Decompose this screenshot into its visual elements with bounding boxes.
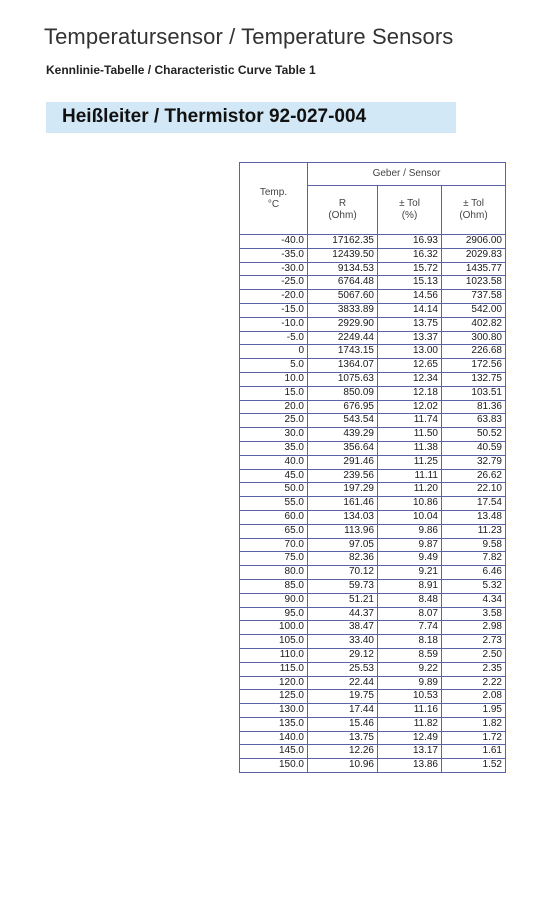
table-row — [240, 524, 506, 538]
resistance-header-unit: (Ohm) — [328, 210, 357, 221]
tol-ohm-cell: 737.58 — [442, 290, 506, 304]
resistance-cell: 12439.50 — [308, 248, 378, 262]
temp-cell: 55.0 — [240, 497, 308, 511]
tol-ohm-cell: 13.48 — [442, 510, 506, 524]
resistance-cell: 97.05 — [308, 538, 378, 552]
tol-ohm-cell: 7.82 — [442, 552, 506, 566]
tol-ohm-cell: 6.46 — [442, 566, 506, 580]
temp-cell: -25.0 — [240, 276, 308, 290]
temp-cell: 135.0 — [240, 717, 308, 731]
resistance-cell: 13.75 — [308, 731, 378, 745]
tol-percent-cell: 16.93 — [378, 235, 442, 249]
tol-percent-cell: 11.16 — [378, 704, 442, 718]
tol-ohm-cell: 132.75 — [442, 372, 506, 386]
resistance-cell: 22.44 — [308, 676, 378, 690]
resistance-header-label: R — [338, 198, 347, 209]
temp-cell: 100.0 — [240, 621, 308, 635]
tol-percent-cell: 13.86 — [378, 759, 442, 773]
table-row — [240, 317, 506, 331]
tol-percent-cell: 11.25 — [378, 455, 442, 469]
tol-ohm-cell: 2906.00 — [442, 235, 506, 249]
tol-percent-cell: 12.18 — [378, 386, 442, 400]
tol-ohm-header-unit: (Ohm) — [459, 210, 488, 221]
tol-percent-cell: 12.65 — [378, 359, 442, 373]
tol-ohm-cell: 11.23 — [442, 524, 506, 538]
resistance-cell: 38.47 — [308, 621, 378, 635]
temp-cell: 40.0 — [240, 455, 308, 469]
tol-ohm-cell: 1.95 — [442, 704, 506, 718]
tol-ohm-cell: 2029.83 — [442, 248, 506, 262]
table-row — [240, 593, 506, 607]
tol-percent-cell: 9.22 — [378, 662, 442, 676]
table-row — [240, 290, 506, 304]
tol-percent-cell: 10.04 — [378, 510, 442, 524]
resistance-cell: 1075.63 — [308, 372, 378, 386]
temp-cell: 5.0 — [240, 359, 308, 373]
product-heading-banner — [46, 102, 456, 133]
tol-ohm-cell: 2.73 — [442, 635, 506, 649]
sensor-group-header: Geber / Sensor — [308, 163, 506, 186]
table-row — [240, 759, 506, 773]
tol-percent-cell: 13.37 — [378, 331, 442, 345]
table-row — [240, 717, 506, 731]
tol-percent-cell: 7.74 — [378, 621, 442, 635]
characteristic-curve-table — [239, 162, 506, 773]
table-row — [240, 731, 506, 745]
resistance-cell: 51.21 — [308, 593, 378, 607]
tol-ohm-cell: 50.52 — [442, 428, 506, 442]
resistance-cell: 113.96 — [308, 524, 378, 538]
tol-ohm-cell: 1.61 — [442, 745, 506, 759]
temp-cell: 150.0 — [240, 759, 308, 773]
table-row — [240, 331, 506, 345]
table-row — [240, 276, 506, 290]
resistance-cell: 70.12 — [308, 566, 378, 580]
table-row — [240, 303, 506, 317]
table-row — [240, 510, 506, 524]
resistance-cell: 44.37 — [308, 607, 378, 621]
temp-cell: 90.0 — [240, 593, 308, 607]
resistance-cell: 10.96 — [308, 759, 378, 773]
resistance-cell: 17.44 — [308, 704, 378, 718]
tol-ohm-cell: 300.80 — [442, 331, 506, 345]
tol-percent-cell: 8.91 — [378, 579, 442, 593]
tol-percent-cell: 11.20 — [378, 483, 442, 497]
tol-ohm-cell: 81.36 — [442, 400, 506, 414]
page-subtitle: Kennlinie-Tabelle / Characteristic Curve Table 1 — [46, 63, 316, 77]
table-row — [240, 359, 506, 373]
tol-percent-cell: 10.53 — [378, 690, 442, 704]
table-row — [240, 745, 506, 759]
resistance-cell: 1743.15 — [308, 345, 378, 359]
table-row — [240, 538, 506, 552]
tol-ohm-cell: 40.59 — [442, 441, 506, 455]
resistance-cell: 1364.07 — [308, 359, 378, 373]
table-row — [240, 400, 506, 414]
resistance-cell: 17162.35 — [308, 235, 378, 249]
tol-ohm-cell: 4.34 — [442, 593, 506, 607]
tol-ohm-header-label: ± Tol — [463, 198, 484, 209]
temp-cell: 35.0 — [240, 441, 308, 455]
temp-cell: 70.0 — [240, 538, 308, 552]
resistance-cell: 82.36 — [308, 552, 378, 566]
table-row — [240, 648, 506, 662]
temp-cell: 45.0 — [240, 469, 308, 483]
resistance-cell: 676.95 — [308, 400, 378, 414]
temp-cell: 0 — [240, 345, 308, 359]
temp-cell: 80.0 — [240, 566, 308, 580]
temp-cell: 140.0 — [240, 731, 308, 745]
tol-ohm-column-header — [442, 186, 506, 235]
tol-percent-cell: 14.14 — [378, 303, 442, 317]
table-row — [240, 386, 506, 400]
tol-ohm-cell: 17.54 — [442, 497, 506, 511]
temp-cell: 25.0 — [240, 414, 308, 428]
temp-cell: 20.0 — [240, 400, 308, 414]
tol-percent-cell: 9.86 — [378, 524, 442, 538]
temp-cell: 110.0 — [240, 648, 308, 662]
tol-ohm-cell: 63.83 — [442, 414, 506, 428]
table-row — [240, 235, 506, 249]
resistance-cell: 239.56 — [308, 469, 378, 483]
resistance-cell: 25.53 — [308, 662, 378, 676]
tol-ohm-cell: 2.98 — [442, 621, 506, 635]
temp-cell: 10.0 — [240, 372, 308, 386]
table-row — [240, 690, 506, 704]
temp-cell: -30.0 — [240, 262, 308, 276]
table-row — [240, 441, 506, 455]
tol-percent-cell: 8.18 — [378, 635, 442, 649]
tol-ohm-cell: 1023.58 — [442, 276, 506, 290]
resistance-column-header — [308, 186, 378, 235]
tol-percent-cell: 12.49 — [378, 731, 442, 745]
table-row — [240, 428, 506, 442]
table-row — [240, 372, 506, 386]
tol-ohm-cell: 402.82 — [442, 317, 506, 331]
resistance-cell: 2929.90 — [308, 317, 378, 331]
tol-ohm-cell: 5.32 — [442, 579, 506, 593]
table-row — [240, 345, 506, 359]
tol-percent-header-label: ± Tol — [399, 198, 420, 209]
product-heading: Heißleiter / Thermistor 92-027-004 — [62, 106, 367, 127]
tol-ohm-cell: 542.00 — [442, 303, 506, 317]
temp-cell: 125.0 — [240, 690, 308, 704]
tol-percent-cell: 14.56 — [378, 290, 442, 304]
resistance-cell: 2249.44 — [308, 331, 378, 345]
tol-ohm-cell: 2.35 — [442, 662, 506, 676]
temp-cell: 145.0 — [240, 745, 308, 759]
resistance-cell: 543.54 — [308, 414, 378, 428]
table-row — [240, 566, 506, 580]
tol-percent-cell: 8.48 — [378, 593, 442, 607]
tol-percent-cell: 12.02 — [378, 400, 442, 414]
tol-percent-cell: 8.59 — [378, 648, 442, 662]
temp-cell: -40.0 — [240, 235, 308, 249]
tol-percent-cell: 11.11 — [378, 469, 442, 483]
temp-cell: 130.0 — [240, 704, 308, 718]
resistance-cell: 33.40 — [308, 635, 378, 649]
tol-percent-header-unit: (%) — [401, 210, 418, 221]
table-row — [240, 676, 506, 690]
resistance-cell: 29.12 — [308, 648, 378, 662]
table-row — [240, 497, 506, 511]
tol-ohm-cell: 172.56 — [442, 359, 506, 373]
tol-ohm-cell: 2.50 — [442, 648, 506, 662]
temp-column-header — [240, 163, 308, 235]
resistance-cell: 439.29 — [308, 428, 378, 442]
tol-ohm-cell: 1.72 — [442, 731, 506, 745]
temp-cell: -15.0 — [240, 303, 308, 317]
tol-percent-cell: 9.89 — [378, 676, 442, 690]
temp-cell: -5.0 — [240, 331, 308, 345]
table-row — [240, 704, 506, 718]
temp-cell: 85.0 — [240, 579, 308, 593]
temp-cell: 95.0 — [240, 607, 308, 621]
tol-percent-cell: 16.32 — [378, 248, 442, 262]
temp-cell: 105.0 — [240, 635, 308, 649]
table-row — [240, 262, 506, 276]
temp-cell: -20.0 — [240, 290, 308, 304]
tol-percent-cell: 11.82 — [378, 717, 442, 731]
resistance-cell: 356.64 — [308, 441, 378, 455]
temp-cell: -35.0 — [240, 248, 308, 262]
table-row — [240, 662, 506, 676]
temp-cell: 120.0 — [240, 676, 308, 690]
tol-ohm-cell: 26.62 — [442, 469, 506, 483]
tol-percent-cell: 9.87 — [378, 538, 442, 552]
tol-percent-cell: 13.17 — [378, 745, 442, 759]
table-row — [240, 414, 506, 428]
table-row — [240, 455, 506, 469]
resistance-cell: 291.46 — [308, 455, 378, 469]
tol-percent-cell: 12.34 — [378, 372, 442, 386]
resistance-cell: 19.75 — [308, 690, 378, 704]
tol-percent-cell: 11.74 — [378, 414, 442, 428]
tol-percent-cell: 8.07 — [378, 607, 442, 621]
tol-percent-cell: 13.75 — [378, 317, 442, 331]
tol-percent-cell: 9.21 — [378, 566, 442, 580]
tol-percent-cell: 15.72 — [378, 262, 442, 276]
temp-cell: 115.0 — [240, 662, 308, 676]
tol-percent-cell: 10.86 — [378, 497, 442, 511]
table-row — [240, 579, 506, 593]
tol-percent-cell: 13.00 — [378, 345, 442, 359]
resistance-cell: 850.09 — [308, 386, 378, 400]
temp-cell: 75.0 — [240, 552, 308, 566]
page-title: Temperatursensor / Temperature Sensors — [44, 24, 454, 49]
temp-cell: 50.0 — [240, 483, 308, 497]
resistance-cell: 6764.48 — [308, 276, 378, 290]
resistance-cell: 134.03 — [308, 510, 378, 524]
temp-cell: 65.0 — [240, 524, 308, 538]
resistance-cell: 9134.53 — [308, 262, 378, 276]
table-row — [240, 469, 506, 483]
table-row — [240, 248, 506, 262]
table-row — [240, 621, 506, 635]
resistance-cell: 3833.89 — [308, 303, 378, 317]
table-row — [240, 607, 506, 621]
tol-percent-column-header — [378, 186, 442, 235]
resistance-cell: 161.46 — [308, 497, 378, 511]
tol-ohm-cell: 22.10 — [442, 483, 506, 497]
tol-percent-cell: 11.38 — [378, 441, 442, 455]
tol-ohm-cell: 1.52 — [442, 759, 506, 773]
tol-ohm-cell: 1.82 — [442, 717, 506, 731]
table-row — [240, 635, 506, 649]
tol-percent-cell: 11.50 — [378, 428, 442, 442]
temp-header-unit: °C — [267, 198, 280, 210]
temp-cell: 60.0 — [240, 510, 308, 524]
resistance-cell: 12.26 — [308, 745, 378, 759]
temp-cell: -10.0 — [240, 317, 308, 331]
tol-ohm-cell: 1435.77 — [442, 262, 506, 276]
temp-header-label: Temp. — [259, 186, 288, 198]
temp-cell: 15.0 — [240, 386, 308, 400]
temp-cell: 30.0 — [240, 428, 308, 442]
tol-ohm-cell: 32.79 — [442, 455, 506, 469]
table-row — [240, 483, 506, 497]
tol-ohm-cell: 3.58 — [442, 607, 506, 621]
resistance-cell: 5067.60 — [308, 290, 378, 304]
tol-percent-cell: 9.49 — [378, 552, 442, 566]
resistance-cell: 197.29 — [308, 483, 378, 497]
table-row — [240, 552, 506, 566]
tol-ohm-cell: 226.68 — [442, 345, 506, 359]
tol-ohm-cell: 2.08 — [442, 690, 506, 704]
tol-ohm-cell: 9.58 — [442, 538, 506, 552]
tol-percent-cell: 15.13 — [378, 276, 442, 290]
tol-ohm-cell: 2.22 — [442, 676, 506, 690]
resistance-cell: 15.46 — [308, 717, 378, 731]
tol-ohm-cell: 103.51 — [442, 386, 506, 400]
resistance-cell: 59.73 — [308, 579, 378, 593]
